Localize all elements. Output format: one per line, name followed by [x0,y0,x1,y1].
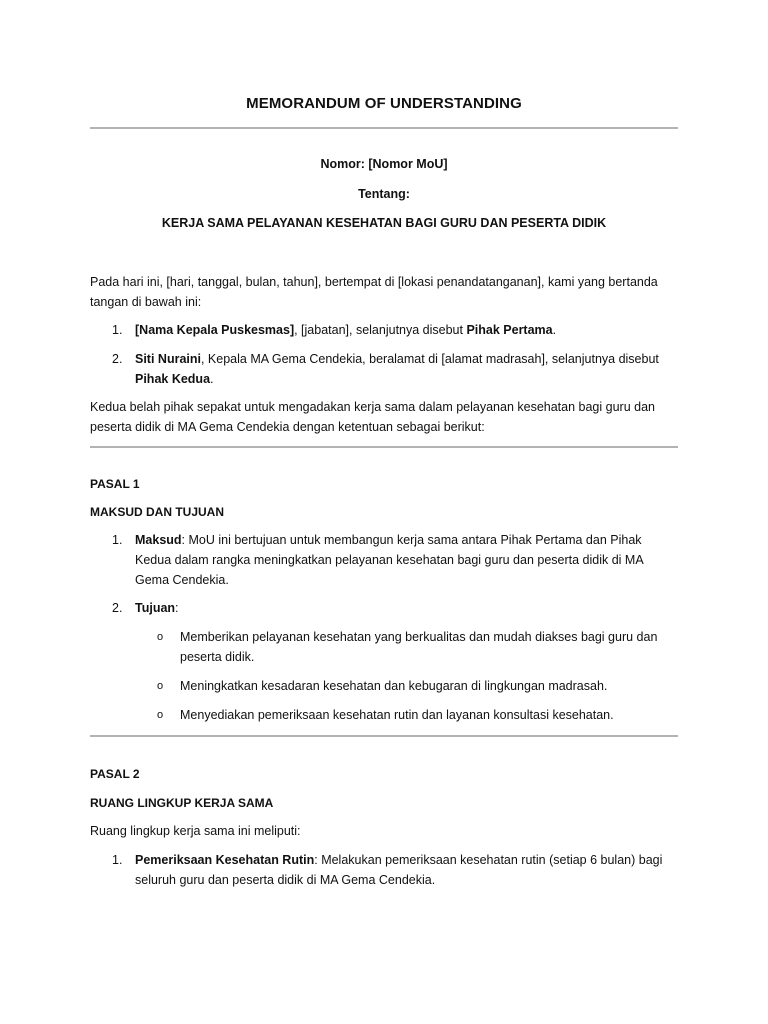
bullet-marker: o [157,709,164,721]
party-role: Pihak Pertama [466,323,553,337]
list-number: 2. [112,601,123,615]
party-end: . [552,323,557,337]
scope-item [135,850,675,890]
party-role: Pihak Kedua [135,372,211,386]
bullet-marker: o [157,631,164,643]
list-number: 1. [112,853,123,867]
list-number: 1. [112,323,123,337]
divider-line [90,735,678,737]
document-title: MEMORANDUM OF UNDERSTANDING [246,95,522,112]
item-text: : Melakukan pemeriksaan kesehatan rutin (setiap 6 bulan) bagi seluruh guru dan peserta didik di MA Gema Cendekia. [135,853,663,887]
goal-item: Menyediakan pemeriksaan kesehatan rutin dan layanan konsultasi kesehatan. [180,708,614,722]
party-second [135,349,675,389]
divider-line [90,127,678,129]
divider-line [90,446,678,448]
agreement-paragraph: Kedua belah pihak sepakat untuk mengadakan kerja sama dalam pelayanan kesehatan bagi guru dan peserta didik di MA Gema Cendekia dengan ketentuan sebagai berikut: [90,400,655,434]
scope-intro: Ruang lingkup kerja sama ini meliputi: [90,824,301,838]
party-end: . [210,372,214,386]
pasal-2-label: PASAL 2 [90,767,140,781]
party-description: , Kepala MA Gema Cendekia, beralamat di [alamat madrasah], selanjutnya disebut [200,352,659,366]
intro-paragraph: Pada hari ini, [hari, tanggal, bulan, tahun], bertempat di [lokasi penandatanganan], kami yang bertanda tangan di bawah ini: [90,275,658,309]
goals-item [135,598,675,618]
item-term: Tujuan [135,601,176,615]
item-text: : MoU ini bertujuan untuk membangun kerja sama antara Pihak Pertama dan Pihak Kedua dalam rangka meningkatkan pelayanan kesehatan bagi guru dan peserta didik di MA Gema Cendekia. [135,533,643,587]
list-number: 1. [112,533,123,547]
item-term: Maksud [135,533,182,547]
about-label: Tentang: [358,187,410,201]
mou-number: Nomor: [Nomor MoU] [320,157,448,171]
goal-item: Memberikan pelayanan kesehatan yang berkualitas dan mudah diakses bagi guru dan peserta didik. [180,630,658,664]
pasal-1-label: PASAL 1 [90,477,140,491]
party-name: [Nama Kepala Puskesmas] [135,323,295,337]
pasal-1-heading: MAKSUD DAN TUJUAN [90,505,224,519]
goal-item: Meningkatkan kesadaran kesehatan dan kebugaran di lingkungan madrasah. [180,679,608,693]
list-number: 2. [112,352,123,366]
document-subject: KERJA SAMA PELAYANAN KESEHATAN BAGI GURU DAN PESERTA DIDIK [161,216,607,230]
item-term: Pemeriksaan Kesehatan Rutin [135,853,315,867]
item-text: : [175,601,179,615]
party-description: , [jabatan], selanjutnya disebut [294,323,467,337]
party-first [135,320,675,340]
purpose-item [135,530,675,590]
pasal-2-heading: RUANG LINGKUP KERJA SAMA [90,796,274,810]
party-name: Siti Nuraini [135,352,201,366]
bullet-marker: o [157,680,164,692]
